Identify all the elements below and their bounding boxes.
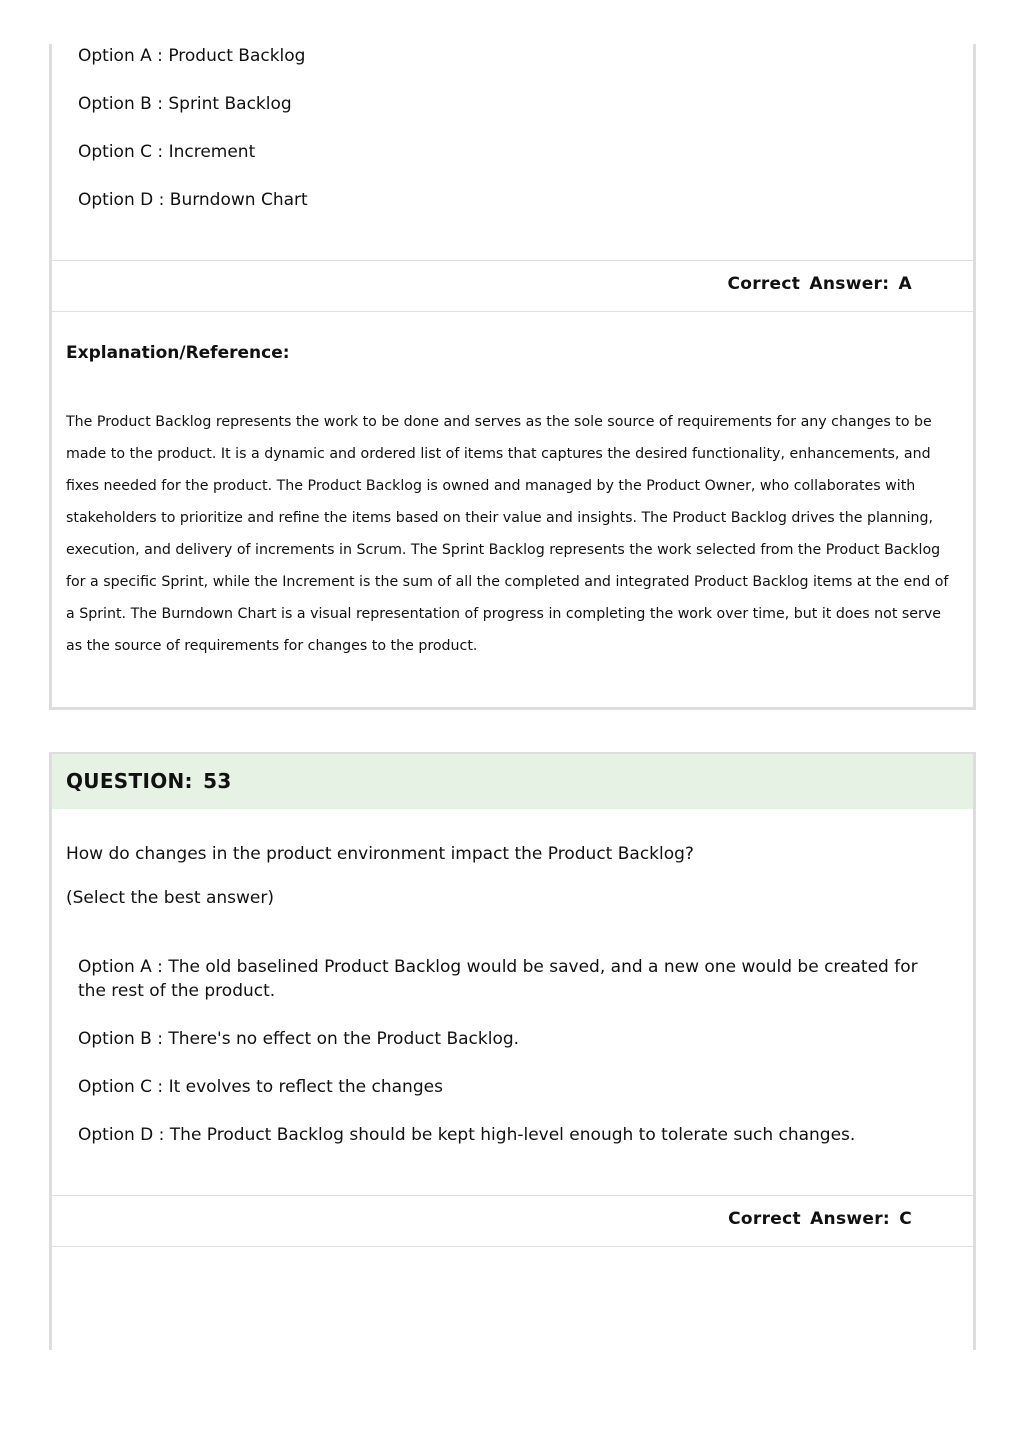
- option-a: Option A : The old baselined Product Backlog would be saved, and a new one would be created for the rest of the product.: [78, 957, 918, 1001]
- correct-answer: [727, 274, 912, 294]
- option-text: The old baselined Product Backlog would be saved, and a new one would be created for the rest of the product.: [78, 957, 918, 1001]
- option-text: The Product Backlog should be kept high-level enough to tolerate such changes.: [169, 1125, 856, 1145]
- option-b: Option B : There's no effect on the Product Backlog.: [78, 1029, 520, 1049]
- divider: [52, 1195, 973, 1196]
- option-d: Option D : Burndown Chart: [78, 190, 308, 210]
- question-text: How do changes in the product environment impact the Product Backlog?: [66, 844, 694, 864]
- option-a: Option A : Product Backlog: [78, 46, 306, 66]
- explanation-text: The Product Backlog represents the work to be done and serves as the sole source of requirements for any changes to be made to the product. It is a dynamic and ordered list of items that captures the desired functionality, enhancements, and fixes needed for the product. The Product Backlog is owned and managed by the Product Owner, who collaborates with stakeholders to prioritize and refine the items based on their value and insights. The Product Backlog drives the planning, execution, and delivery of increments in Scrum. The Sprint Backlog represents the work selected from the Product Backlog for a specific Sprint, while the Increment is the sum of all the completed and integrated Product Backlog items at the end of a Sprint. The Burndown Chart is a visual representation of progress in completing the work over time, but it does not serve as the source of requirements for changes to the product.: [66, 414, 949, 654]
- correct-answer-value: C: [899, 1209, 912, 1229]
- option-label: Option D: [78, 1125, 154, 1145]
- question-card: [49, 752, 976, 1350]
- previous-question-card: [49, 44, 976, 710]
- correct-answer: [728, 1209, 912, 1229]
- option-label: Option A: [78, 46, 152, 66]
- divider: [52, 1246, 973, 1247]
- option-label: Option C: [78, 1077, 153, 1097]
- option-b: Option B : Sprint Backlog: [78, 94, 292, 114]
- correct-answer-label: Correct Answer:: [728, 1209, 890, 1229]
- option-text: Product Backlog: [168, 46, 306, 66]
- option-text: Burndown Chart: [169, 190, 308, 210]
- question-title: [66, 769, 232, 793]
- option-text: Sprint Backlog: [168, 94, 292, 114]
- option-text: It evolves to reflect the changes: [168, 1077, 443, 1097]
- question-instruction: (Select the best answer): [66, 888, 274, 908]
- explanation-heading: Explanation/Reference:: [66, 343, 290, 363]
- divider: [52, 311, 973, 312]
- question-title-label: QUESTION:: [66, 769, 193, 793]
- option-label: Option D: [78, 190, 154, 210]
- question-header: [52, 754, 973, 809]
- correct-answer-label: Correct Answer:: [727, 274, 890, 294]
- option-label: Option A: [78, 957, 152, 977]
- option-d: Option D : The Product Backlog should be kept high-level enough to tolerate such changes.: [78, 1125, 856, 1145]
- question-number: 53: [203, 769, 232, 793]
- correct-answer-value: A: [898, 274, 912, 294]
- option-label: Option B: [78, 94, 152, 114]
- option-text: Increment: [168, 142, 256, 162]
- option-label: Option C: [78, 142, 153, 162]
- option-label: Option B: [78, 1029, 152, 1049]
- option-c: Option C : Increment: [78, 142, 256, 162]
- option-text: There's no effect on the Product Backlog.: [168, 1029, 520, 1049]
- option-c: Option C : It evolves to reflect the changes: [78, 1077, 443, 1097]
- divider: [52, 260, 973, 261]
